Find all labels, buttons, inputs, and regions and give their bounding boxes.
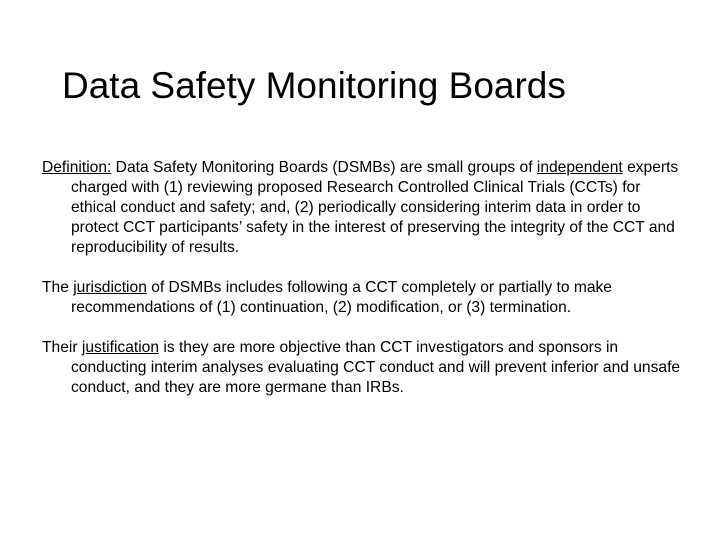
- justification-term: justification: [81, 339, 160, 356]
- jurisdiction-term: jurisdiction: [73, 279, 147, 296]
- definition-paragraph: [42, 158, 682, 258]
- jurisdiction-text: of DSMBs includes following a CCT completely or partially to make recommendations of (1) continuation, (2) modification, or (3) termination.: [71, 279, 612, 316]
- jurisdiction-lead: The: [42, 279, 74, 296]
- slide-title: Data Safety Monitoring Boards: [62, 65, 566, 106]
- independent-term: independent: [536, 159, 623, 176]
- definition-text-part: Data Safety Monitoring Boards (DSMBs) are small groups of: [111, 159, 537, 176]
- justification-lead: Their: [42, 339, 82, 356]
- slide-body: [42, 158, 682, 418]
- justification-text: is they are more objective than CCT investigators and sponsors in conducting interim analyses evaluating CCT conduct and will prevent inferior and unsafe conduct, and they are more germane than IRBs.: [71, 339, 681, 396]
- definition-text-rest: experts charged with (1) reviewing proposed Research Controlled Clinical Trials (CCTs) for ethical conduct and safety; and, (2) periodically considering interim data in order to protect CCT participants’ safety in the interest of preserving the integrity of the CCT and reproducibility of results.: [71, 159, 679, 256]
- definition-term: Definition:: [42, 159, 112, 176]
- justification-paragraph: [42, 338, 682, 398]
- jurisdiction-paragraph: [42, 278, 682, 318]
